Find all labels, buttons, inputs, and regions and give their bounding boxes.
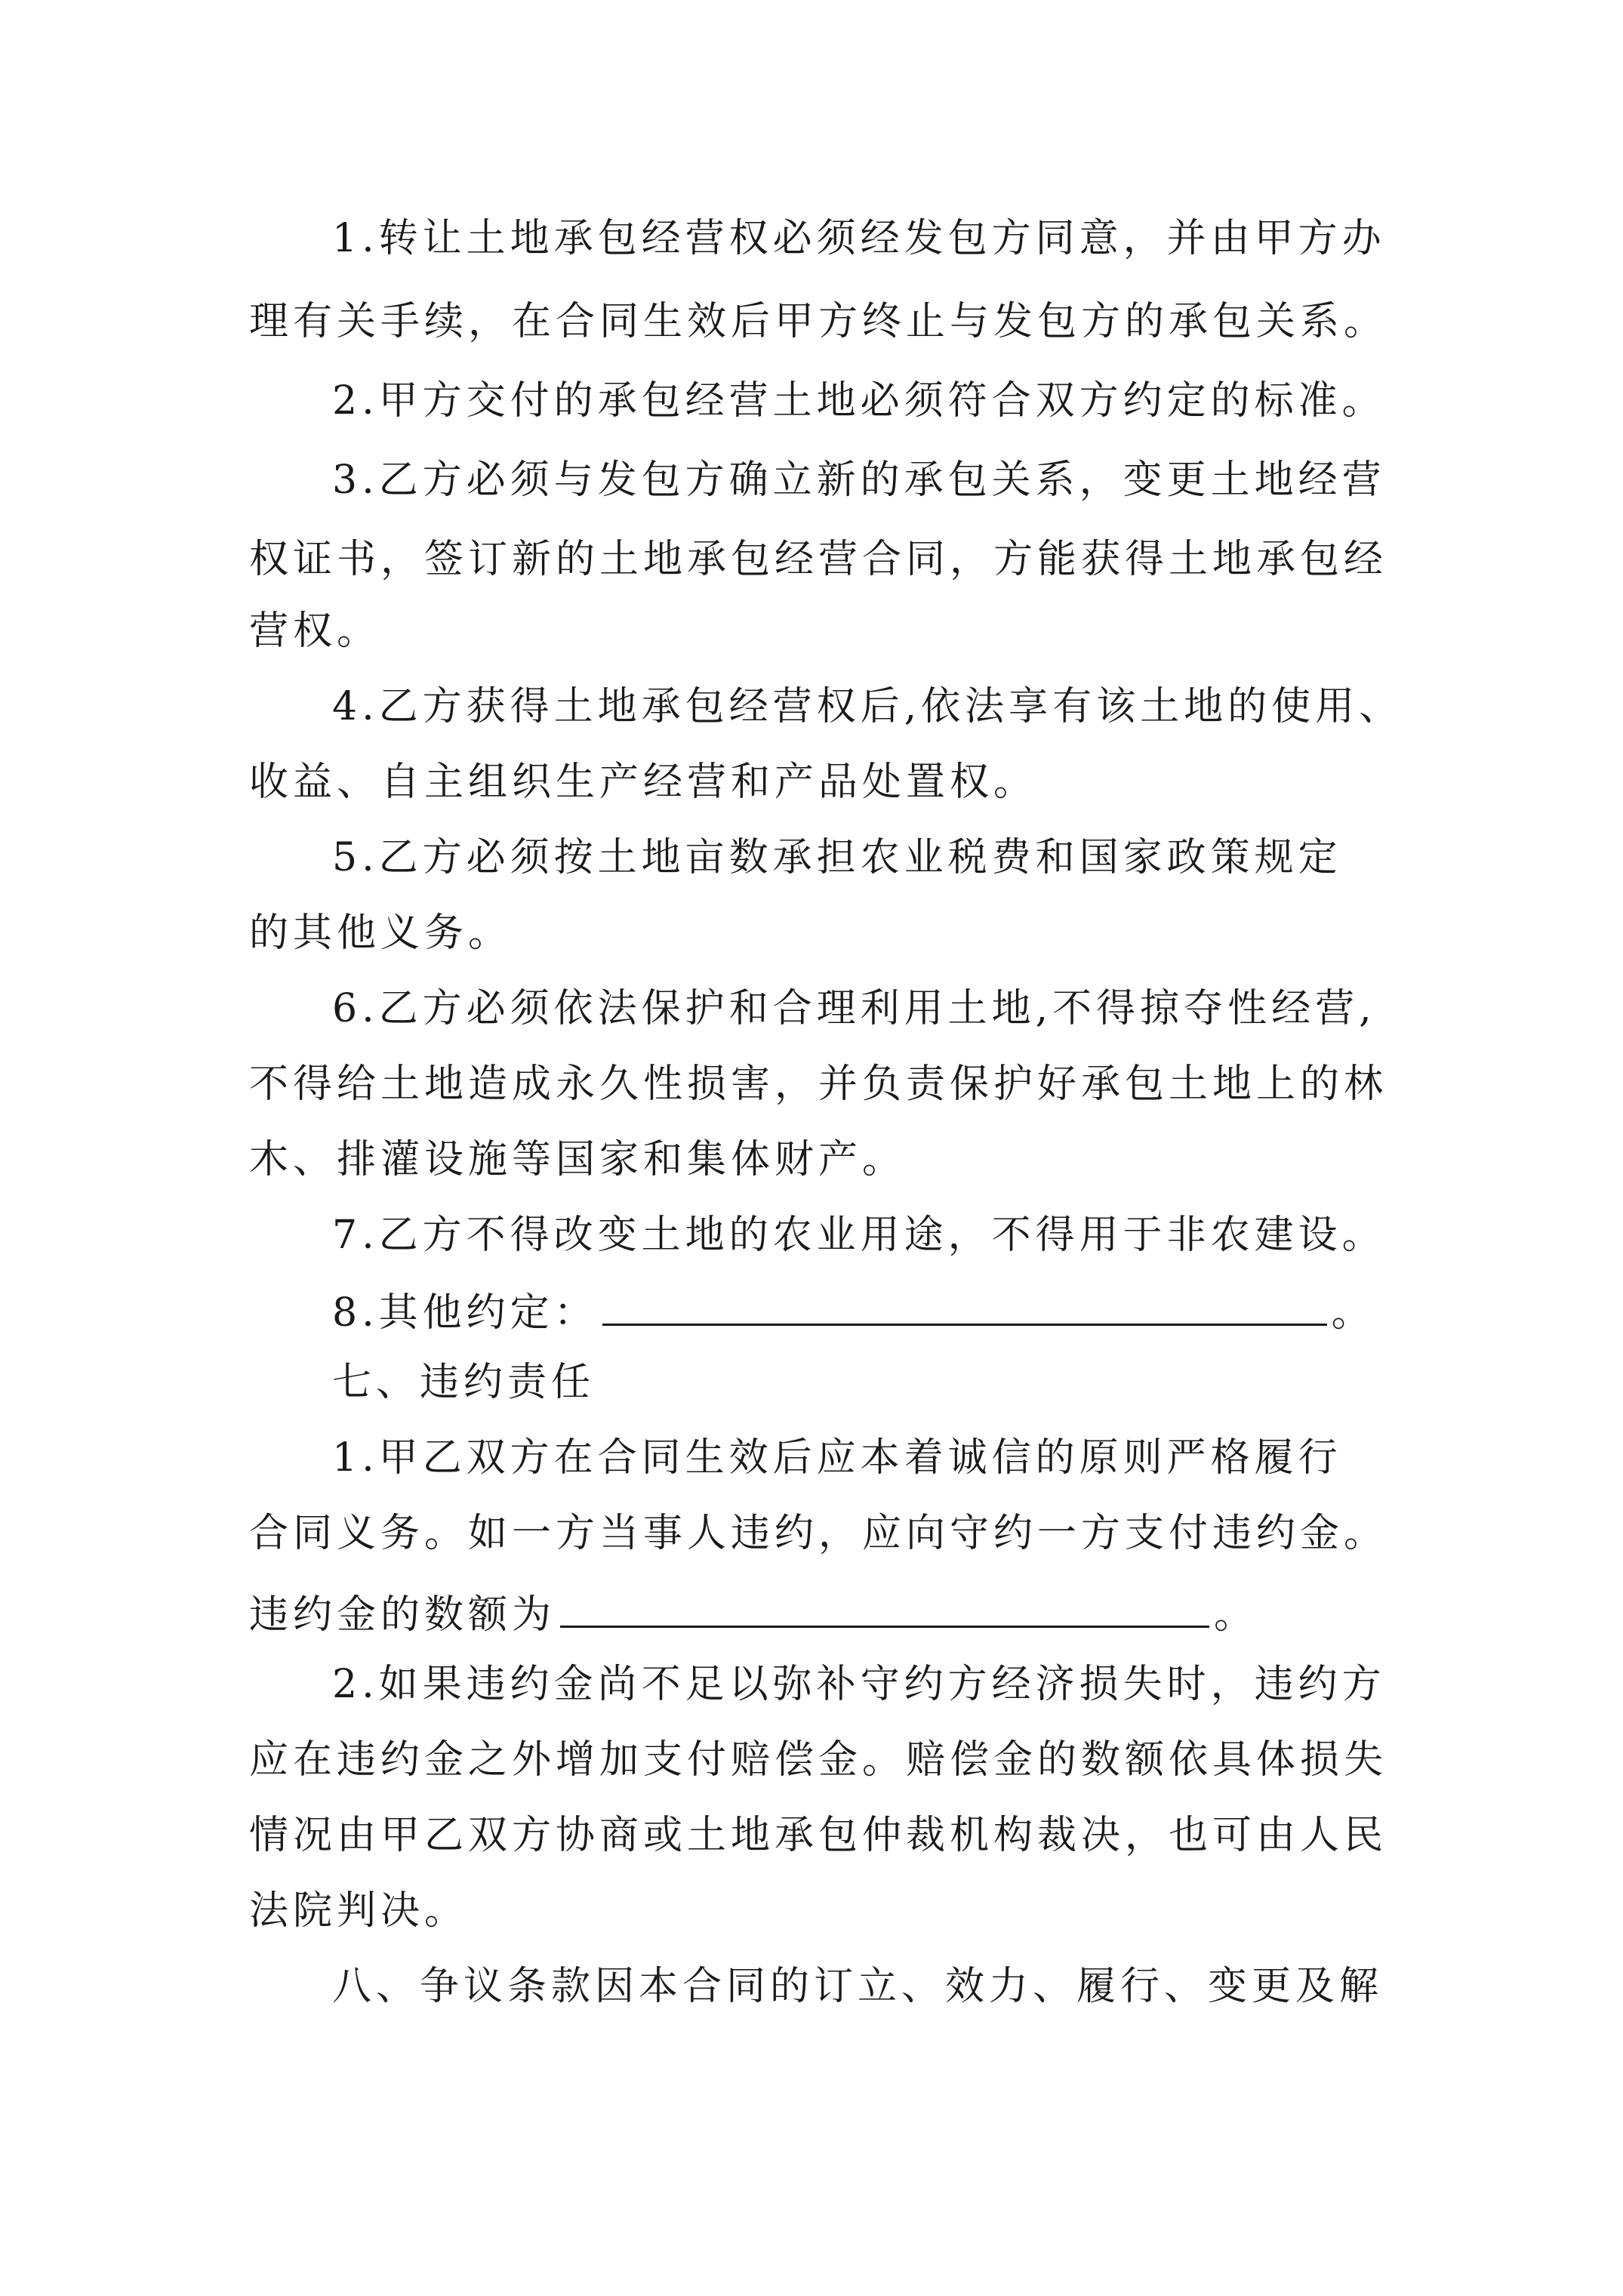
clause-6-3-line-2: 权证书，签订新的土地承包经营合同，方能获得土地承包经 [249,537,1388,582]
clause-6-5-line-1: 5.乙方必须按土地亩数承担农业税费和国家政策规定 [332,835,1342,880]
clause-6-7-line-1: 7.乙方不得改变土地的农业用途，不得用于非农建设。 [332,1213,1386,1258]
clause-7-2-line-3: 情况由甲乙双方协商或土地承包仲裁机构裁决，也可由人民 [249,1813,1388,1858]
section-7-heading: 七、违约责任 [332,1360,596,1405]
clause-7-1-line-2: 合同义务。如一方当事人违约，应向守约一方支付违约金。 [249,1511,1388,1556]
other-terms-end: 。 [1331,1290,1375,1336]
clause-6-2-line-1: 2.甲方交付的承包经营土地必须符合双方约定的标准。 [332,378,1386,424]
clause-6-5-line-2: 的其他义务。 [249,911,513,956]
clause-7-1-line-1: 1.甲乙双方在合同生效后应本着诚信的原则严格履行 [332,1435,1342,1481]
clause-7-2-line-2: 应在违约金之外增加支付赔偿金。赔偿金的数额依具体损失 [249,1737,1388,1783]
clause-7-1-line-3 [249,1589,1258,1638]
penalty-amount-blank[interactable] [560,1589,1209,1628]
clause-6-1-line-2: 理有关手续，在合同生效后甲方终止与发包方的承包关系。 [249,299,1388,344]
section-8-line-1: 八、争议条款因本合同的订立、效力、履行、变更及解 [332,1964,1384,2009]
penalty-amount-end: 。 [1214,1592,1258,1638]
clause-6-6-line-1: 6.乙方必须依法保护和合理利用土地,不得掠夺性经营, [332,986,1376,1031]
penalty-amount-label: 违约金的数额为 [249,1592,556,1638]
clause-7-2-line-1: 2.如果违约金尚不足以弥补守约方经济损失时，违约方 [332,1662,1386,1707]
other-terms-blank[interactable] [602,1287,1327,1326]
clause-6-6-line-2: 不得给土地造成永久性损害，并负责保护好承包土地上的林 [249,1062,1388,1107]
clause-6-1-line-1: 1.转让土地承包经营权必须经发包方同意，并由甲方办 [332,216,1386,261]
clause-7-2-line-4: 法院判决。 [249,1888,469,1934]
clause-6-4-line-1: 4.乙方获得土地承包经营权后,依法享有该土地的使用、 [332,684,1403,729]
clause-6-6-line-3: 木、排灌设施等国家和集体财产。 [249,1137,907,1182]
clause-6-3-line-3: 营权。 [249,609,381,654]
clause-6-3-line-1: 3.乙方必须与发包方确立新的承包关系，变更土地经营 [332,458,1386,503]
other-terms-label: 8.其他约定： [332,1290,598,1336]
clause-6-4-line-2: 收益、自主组织生产经营和产品处置权。 [249,760,1038,805]
clause-6-8-line [332,1287,1375,1336]
